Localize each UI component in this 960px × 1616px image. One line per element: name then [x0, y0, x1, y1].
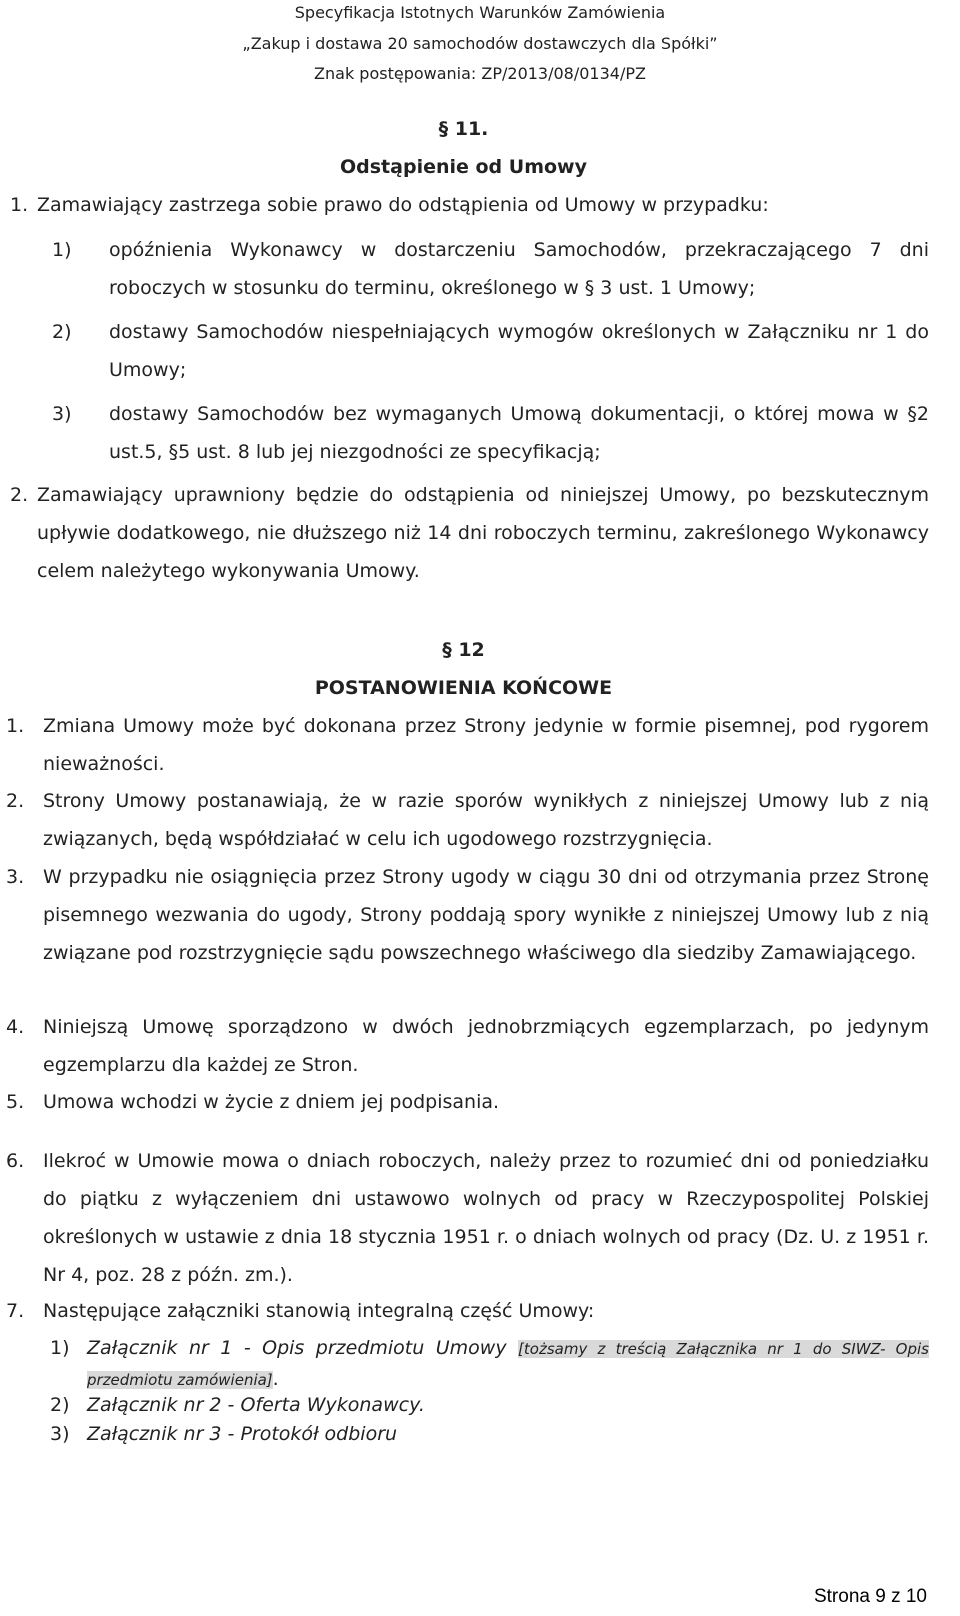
paragraph-text: Zamawiający zastrzega sobie prawo do odstąpienia od Umowy w przypadku: — [37, 194, 769, 216]
paragraph-number: 3. — [6, 866, 25, 888]
paragraph-text: Zmiana Umowy może być dokonana przez Strony jedynie w formie pisemnej, pod rygorem nieważności. — [43, 715, 929, 775]
item-text — [87, 1333, 929, 1395]
paragraph-number: 7. — [6, 1300, 25, 1322]
attachment-name: Załącznik nr 1 - Opis przedmiotu Umowy — [87, 1337, 507, 1359]
s12-paragraph-1 — [6, 707, 929, 783]
item-number: 3) — [52, 403, 72, 425]
s11-paragraph-2 — [10, 476, 929, 590]
item-text: dostawy Samochodów bez wymaganych Umową dokumentacji, o której mowa w §2 ust.5, §5 ust. 8 lub jej niezgodności ze specyfikacją; — [109, 403, 929, 463]
attachment-period: . — [272, 1368, 279, 1390]
paragraph-number: 2. — [10, 484, 29, 506]
s12-paragraph-2 — [6, 782, 929, 858]
attachment-item-3 — [50, 1416, 929, 1452]
item-number: 1) — [50, 1337, 70, 1359]
header-subject: „Zakup i dostawa 20 samochodów dostawczych dla Spółki” — [242, 34, 718, 53]
paragraph-number: 1. — [10, 194, 29, 216]
paragraph-text: Ilekroć w Umowie mowa o dniach roboczych, należy przez to rozumieć dni od poniedziałku do piątku z wyłączeniem dni ustawowo wolnych od pracy w Rzeczypospolitej Polskiej określonych w ustawie z dnia 18 stycznia 1951 r. o dniach wolnych od pracy (Dz. U. z 1951 r. Nr 4, poz. 28 z późn. zm.). — [43, 1150, 929, 1286]
paragraph-text: Niniejszą Umowę sporządzono w dwóch jednobrzmiących egzemplarzach, po jedynym egzemplarzu dla każdej ze Stron. — [43, 1016, 929, 1076]
paragraph-text: Strony Umowy postanawiają, że w razie sporów wynikłych z niniejszej Umowy lub z nią związanych, będą współdziałać w celu ich ugodowego rozstrzygnięcia. — [43, 790, 929, 850]
paragraph-text: Następujące załączniki stanowią integralną część Umowy: — [43, 1300, 595, 1322]
section-12-number: § 12 — [442, 639, 485, 661]
item-text: Załącznik nr 2 - Oferta Wykonawcy. — [87, 1394, 425, 1416]
s11-item-1 — [52, 231, 929, 307]
s12-paragraph-5 — [6, 1083, 929, 1121]
paragraph-number: 5. — [6, 1091, 25, 1113]
page-number: Strona 9 z 10 — [813, 1586, 927, 1607]
item-number: 2) — [50, 1394, 70, 1416]
section-12-title: POSTANOWIENIA KOŃCOWE — [314, 677, 613, 699]
section-11-title: Odstąpienie od Umowy — [340, 156, 587, 178]
s12-paragraph-6 — [6, 1142, 929, 1294]
item-text: opóźnienia Wykonawcy w dostarczeniu Samochodów, przekraczającego 7 dni roboczych w stosunku do terminu, określonego w § 3 ust. 1 Umowy; — [109, 239, 929, 299]
s11-item-3 — [52, 395, 929, 471]
attachment-item-1 — [50, 1331, 929, 1393]
document-header — [0, 0, 960, 87]
section-11-number: § 11. — [438, 118, 489, 140]
paragraph-text: Umowa wchodzi w życie z dniem jej podpisania. — [43, 1091, 500, 1113]
item-number: 1) — [52, 239, 72, 261]
paragraph-text: Zamawiający uprawniony będzie do odstąpienia od niniejszej Umowy, po bezskutecznym upływie dodatkowego, nie dłuższego niż 14 dni roboczych terminu, zakreślonego Wykonawcy celem należytego wykonywania Umowy. — [37, 484, 929, 582]
item-number: 2) — [52, 321, 72, 343]
s12-paragraph-7 — [6, 1292, 929, 1330]
item-text: dostawy Samochodów niespełniających wymogów określonych w Załączniku nr 1 do Umowy; — [109, 321, 929, 381]
header-reference: Znak postępowania: ZP/2013/08/0134/PZ — [314, 64, 646, 83]
item-text: Załącznik nr 3 - Protokół odbioru — [87, 1423, 398, 1445]
attachment-note: [tożsamy z treścią Załącznika nr 1 do SIWZ- Opis przedmiotu zamówienia] — [87, 1340, 929, 1389]
paragraph-number: 1. — [6, 715, 25, 737]
header-title: Specyfikacja Istotnych Warunków Zamówienia — [294, 3, 666, 22]
paragraph-number: 4. — [6, 1016, 25, 1038]
s12-paragraph-4 — [6, 1008, 929, 1084]
paragraph-text: W przypadku nie osiągnięcia przez Strony ugody w ciągu 30 dni od otrzymania przez Stronę pisemnego wezwania do ugody, Strony poddają spory wynikłe z niniejszej Umowy lub z nią związane pod rozstrzygnięcie sądu powszechnego właściwego dla siedziby Zamawiającego. — [43, 866, 929, 964]
s12-paragraph-3 — [6, 858, 929, 1010]
item-number: 3) — [50, 1423, 70, 1445]
paragraph-number: 6. — [6, 1150, 25, 1172]
s11-paragraph-1 — [10, 186, 930, 224]
paragraph-number: 2. — [6, 790, 25, 812]
s11-item-2 — [52, 313, 929, 389]
